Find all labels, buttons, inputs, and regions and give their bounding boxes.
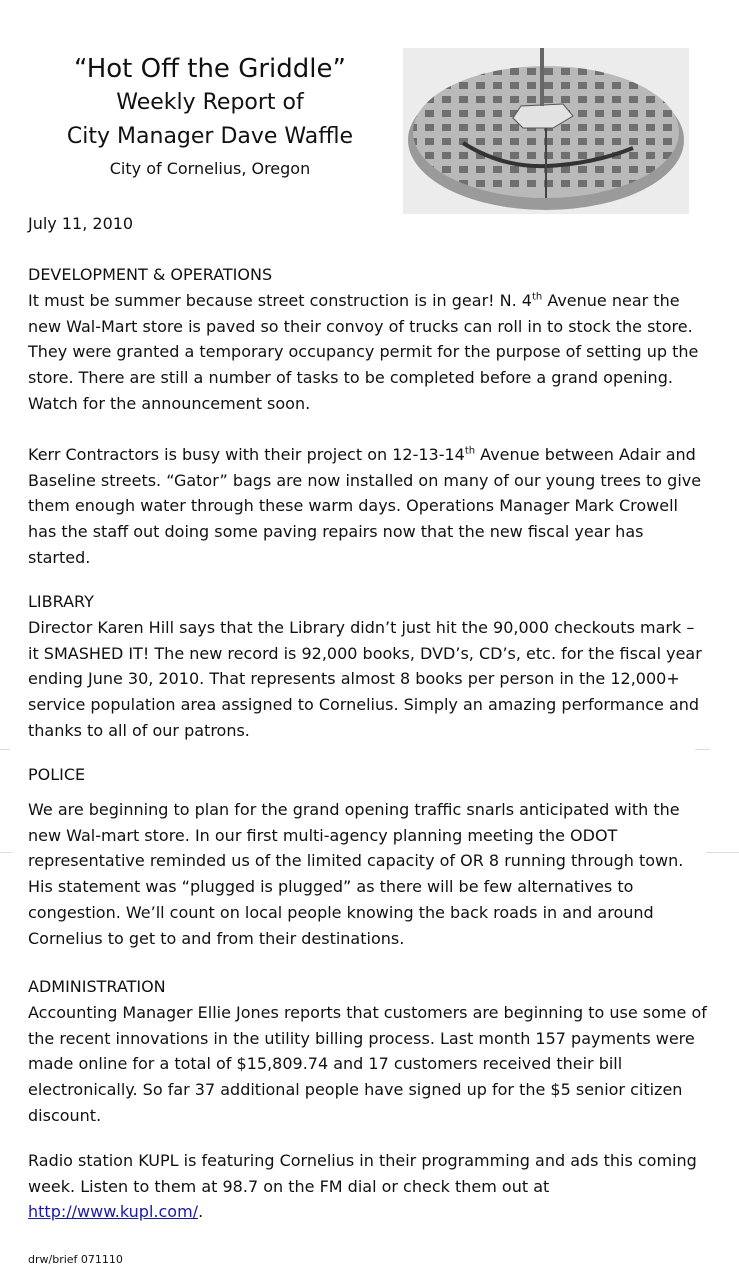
ordinal-suffix: th xyxy=(464,445,476,457)
library-section xyxy=(28,589,708,744)
scan-artifact xyxy=(0,852,12,853)
administration-paragraph-2: Radio station KUPL is featuring Cornelius in their programming and ads this coming week. Listen to them at 98.7 on the FM dial or check them out at http://www.kupl.com/. xyxy=(28,1151,697,1222)
development-paragraph-1: It must be summer because street construction is in gear! N. 4th Avenue near the new Wal-Mart store is paved so their convoy of trucks can roll in to stock the store. They were granted a temporary occupancy permit for the purpose of setting up the store. There are still a number of tasks to be completed before a grand opening. Watch for the announcement soon. xyxy=(28,291,699,413)
development-section xyxy=(28,262,708,417)
library-heading: LIBRARY xyxy=(28,592,94,611)
development-heading: DEVELOPMENT & OPERATIONS xyxy=(28,265,273,284)
administration-paragraph-1: Accounting Manager Ellie Jones reports that customers are beginning to use some of the recent innovations in the utility billing process. Last month 157 payments were made online for a total of $15,809.74 and 17 customers received their bill electronically. So far 37 additional people have signed up for the $5 senior citizen discount. xyxy=(28,1003,707,1125)
report-subtitle-line1: Weekly Report of xyxy=(116,90,304,115)
report-title: “Hot Off the Griddle” xyxy=(74,54,346,84)
police-heading: POLICE xyxy=(28,765,86,784)
waffle-photo xyxy=(403,48,689,214)
scan-artifact xyxy=(706,852,739,853)
ordinal-suffix: th xyxy=(531,291,543,303)
development-section-continued xyxy=(28,442,708,571)
administration-section xyxy=(28,974,708,1129)
development-paragraph-2: Kerr Contractors is busy with their project on 12-13-14th Avenue between Adair and Baseline streets. “Gator” bags are now installed on many of our young trees to give them enough water through these warm days. Operations Manager Mark Crowell has the staff out doing some paving repairs now that the new fiscal year has started. xyxy=(28,445,702,567)
report-date: July 11, 2010 xyxy=(28,214,134,233)
report-header xyxy=(0,0,739,215)
police-section xyxy=(28,762,708,951)
waffle-photo-icon xyxy=(403,48,689,214)
scan-artifact xyxy=(0,749,10,750)
masthead xyxy=(20,52,400,182)
kupl-link[interactable]: http://www.kupl.com/ xyxy=(28,1202,199,1222)
police-paragraph: We are beginning to plan for the grand opening traffic snarls anticipated with the new Wal-mart store. In our first multi-agency planning meeting the ODOT representative reminded us of the limited capacity of OR 8 running through town. His statement was “plugged is plugged” as there will be few alternatives to congestion. We’ll count on local people knowing the back roads in and around Cornelius to get to and from their destinations. xyxy=(28,800,684,948)
administration-heading: ADMINISTRATION xyxy=(28,977,166,996)
library-paragraph: Director Karen Hill says that the Library didn’t just hit the 90,000 checkouts mark – it SMASHED IT! The new record is 92,000 books, DVD’s, CD’s, etc. for the fiscal year ending June 30, 2010. That represents almost 8 books per person in the 12,000+ service population area assigned to Cornelius. Simply an amazing performance and thanks to all of our patrons. xyxy=(28,618,702,740)
city-name: City of Cornelius, Oregon xyxy=(109,159,311,178)
report-subtitle-line2: City Manager Dave Waffle xyxy=(66,124,354,149)
administration-section-continued xyxy=(28,1148,708,1225)
scan-artifact xyxy=(695,749,710,750)
footer-reference: drw/brief 071110 xyxy=(28,1253,123,1266)
